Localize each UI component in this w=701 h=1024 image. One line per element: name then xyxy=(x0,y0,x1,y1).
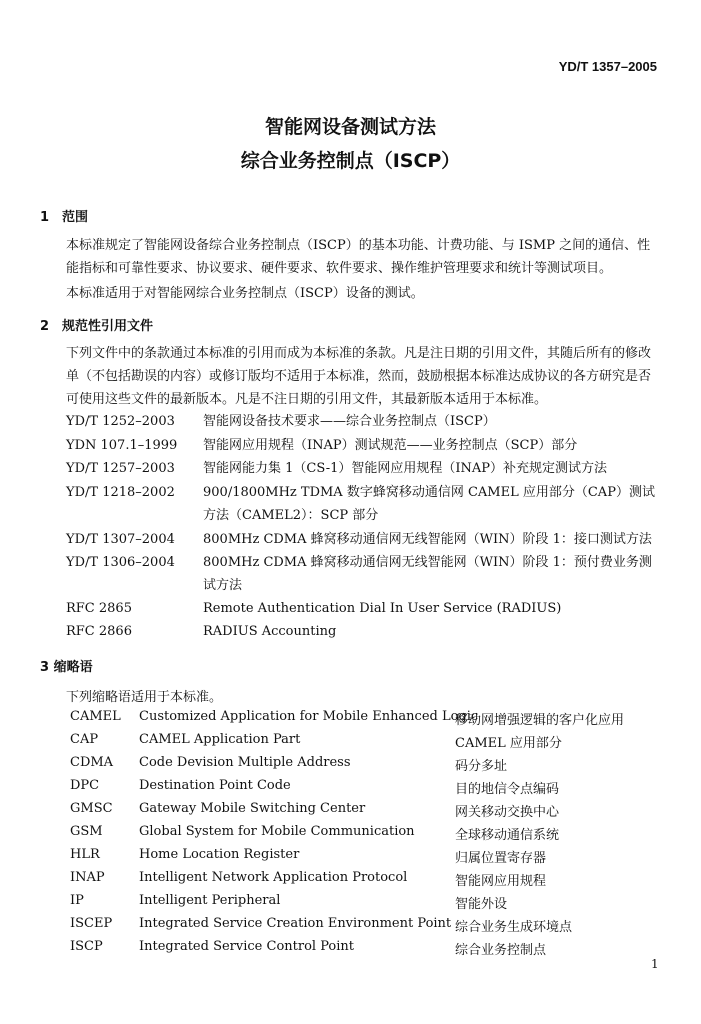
abbreviation-chinese: 网关移动交换中心 xyxy=(455,805,560,820)
reference-code: YD/T 1252–2003 xyxy=(66,414,175,429)
abbreviation: GSM xyxy=(70,824,103,839)
abbreviation: INAP xyxy=(70,870,105,885)
abbreviation-chinese: 综合业务控制点 xyxy=(455,943,547,958)
section-1-paragraph-2-text: 本标准适用于对智能网综合业务控制点（ISCP）设备的测试。 xyxy=(66,286,424,301)
abbreviation-english: Intelligent Peripheral xyxy=(139,893,281,908)
abbreviation: HLR xyxy=(70,847,100,862)
reference-title: 智能网能力集 1（CS-1）智能网应用规程（INAP）补充规定测试方法 xyxy=(203,461,608,476)
abbreviation: ISCP xyxy=(70,939,103,954)
abbreviation-chinese: 智能外设 xyxy=(455,897,508,912)
abbreviation: ISCEP xyxy=(70,916,113,931)
section-2-paragraph-1-text: 下列文件中的条款通过本标准的引用而成为本标准的条款。凡是注日期的引用文件，其随后所有的修改单（不包括勘误的内容）或修订版均不适用于本标准，然而，鼓励根据本标准达成协议的各方研究是否可使用这些文件的最新版本。凡是不注日期的引用文件，其最新版本适用于本标准。 xyxy=(66,346,652,407)
abbreviation-chinese: 归属位置寄存器 xyxy=(455,851,547,866)
reference-title: 智能网应用规程（INAP）测试规范——业务控制点（SCP）部分 xyxy=(203,438,578,453)
abbreviation-english: Integrated Service Creation Environment Point xyxy=(139,916,452,931)
reference-title: 800MHz CDMA 蜂窝移动通信网无线智能网（WIN）阶段 1：预付费业务测试方法 xyxy=(203,555,652,593)
reference-code: YDN 107.1–1999 xyxy=(66,438,178,453)
abbreviation-chinese: 智能网应用规程 xyxy=(455,874,547,889)
section-1-heading: 1 范围 xyxy=(40,210,89,225)
abbreviation-english: Customized Application for Mobile Enhanced Logic xyxy=(139,709,479,724)
reference-title: 800MHz CDMA 蜂窝移动通信网无线智能网（WIN）阶段 1：接口测试方法 xyxy=(203,532,652,547)
abbreviation: CAMEL xyxy=(70,709,121,724)
reference-code: YD/T 1307–2004 xyxy=(66,532,175,547)
section-2-paragraph-1 xyxy=(40,342,660,411)
reference-title: Remote Authentication Dial In User Service (RADIUS) xyxy=(203,601,562,616)
reference-title: 智能网设备技术要求——综合业务控制点（ISCP） xyxy=(203,414,496,429)
section-2-heading: 2 规范性引用文件 xyxy=(40,319,154,334)
reference-code: YD/T 1218–2002 xyxy=(66,485,175,500)
reference-code: YD/T 1306–2004 xyxy=(66,555,175,570)
document-title: 智能网设备测试方法 xyxy=(264,116,436,138)
section-1-paragraph-1-text: 本标准规定了智能网设备综合业务控制点（ISCP）的基本功能、计费功能、与 ISMP 之间的通信、性能指标和可靠性要求、协议要求、硬件要求、软件要求、操作维护管理要求和统计等测试项目。 xyxy=(66,238,651,276)
abbreviation: DPC xyxy=(70,778,100,793)
abbreviation: GMSC xyxy=(70,801,113,816)
reference-title: 900/1800MHz TDMA 数字蜂窝移动通信网 CAMEL 应用部分（CAP）测试方法（CAMEL2）：SCP 部分 xyxy=(203,485,655,523)
section-1-paragraph-1 xyxy=(40,234,660,280)
reference-code: RFC 2866 xyxy=(66,624,132,639)
document-code: YD/T 1357–2005 xyxy=(558,59,657,74)
abbreviation-english: Global System for Mobile Communication xyxy=(139,824,415,839)
abbreviation-english: Intelligent Network Application Protocol xyxy=(139,870,408,885)
abbreviation-english: Destination Point Code xyxy=(139,778,291,793)
reference-code: RFC 2865 xyxy=(66,601,132,616)
reference-title: RADIUS Accounting xyxy=(203,624,337,639)
abbreviation-english: CAMEL Application Part xyxy=(139,732,301,747)
section-3-intro: 下列缩略语适用于本标准。 xyxy=(66,690,223,705)
abbreviation: IP xyxy=(70,893,84,908)
abbreviation-chinese: 全球移动通信系统 xyxy=(455,828,560,843)
abbreviation: CDMA xyxy=(70,755,114,770)
abbreviation-english: Integrated Service Control Point xyxy=(139,939,355,954)
document-subtitle: 综合业务控制点（ISCP） xyxy=(240,150,461,172)
abbreviation-chinese: 码分多址 xyxy=(455,759,508,774)
abbreviation-english: Home Location Register xyxy=(139,847,300,862)
abbreviation-english: Code Devision Multiple Address xyxy=(139,755,351,770)
section-1-paragraph-2 xyxy=(40,282,660,305)
reference-code: YD/T 1257–2003 xyxy=(66,461,175,476)
page-number: 1 xyxy=(651,957,659,971)
abbreviation-chinese: 综合业务生成环境点 xyxy=(455,920,573,935)
abbreviation: CAP xyxy=(70,732,99,747)
section-3-heading: 3 缩略语 xyxy=(40,660,93,675)
abbreviation-chinese: 移动网增强逻辑的客户化应用 xyxy=(455,713,625,728)
abbreviation-english: Gateway Mobile Switching Center xyxy=(139,801,366,816)
abbreviation-chinese: 目的地信令点编码 xyxy=(455,782,560,797)
abbreviation-chinese: CAMEL 应用部分 xyxy=(455,736,562,751)
